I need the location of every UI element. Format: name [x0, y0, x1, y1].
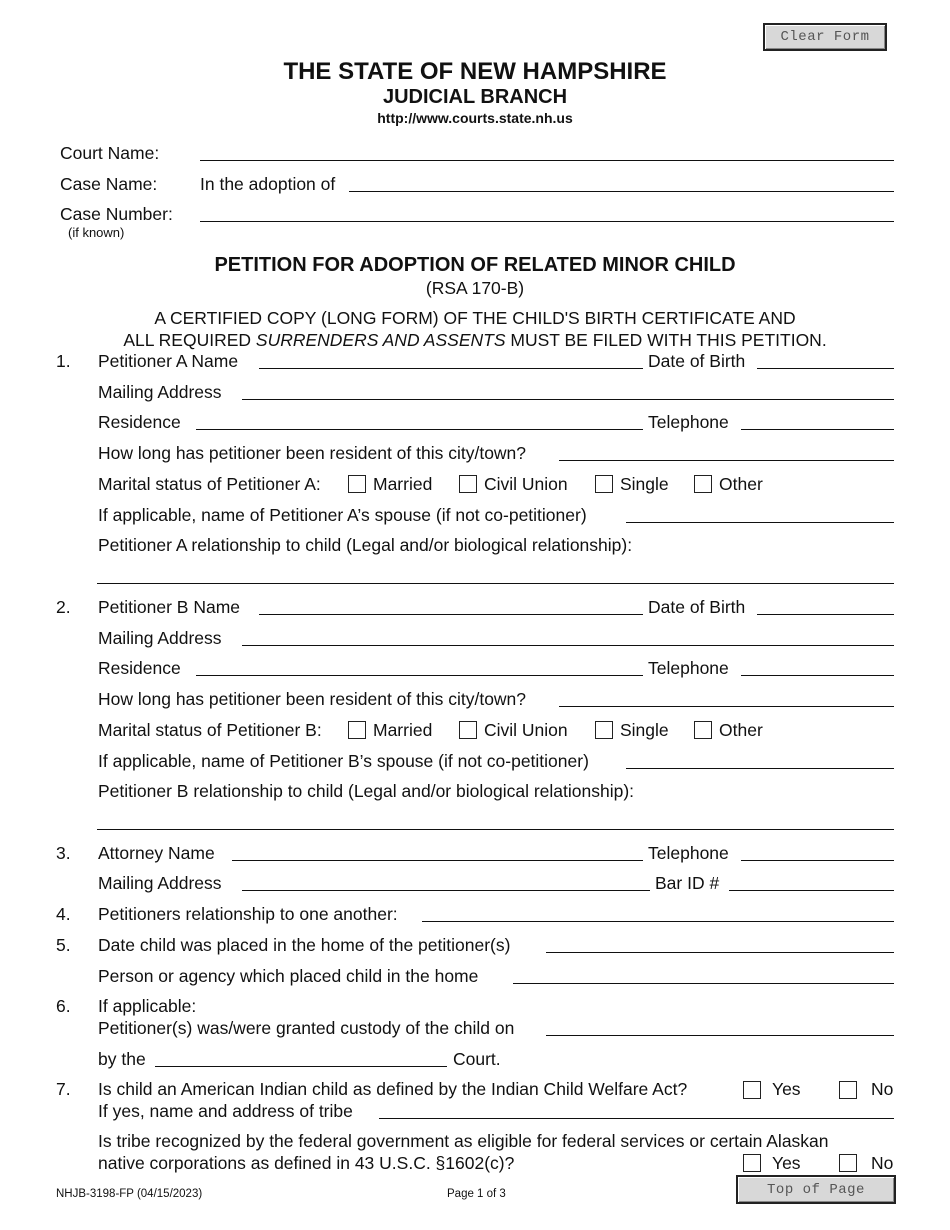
petitioner-b-name-field[interactable]: [259, 614, 643, 615]
form-title: PETITION FOR ADOPTION OF RELATED MINOR CHILD: [214, 254, 736, 276]
tribe-recognized-question-line-2: native corporations as defined in 43 U.S.C. §1602(c)?: [98, 1153, 515, 1173]
notice-line-1: A CERTIFIED COPY (LONG FORM) OF THE CHILD'S BIRTH CERTIFICATE AND: [154, 308, 796, 328]
if-known-note: (if known): [68, 225, 125, 240]
case-number-field[interactable]: [200, 221, 894, 222]
petitioner-a-name-field[interactable]: [259, 368, 643, 369]
petitioner-b-telephone-label: Telephone: [648, 658, 729, 678]
petitioner-a-married-label: Married: [373, 474, 433, 494]
petitioner-a-single-checkbox[interactable]: [595, 475, 613, 493]
court-name-label: Court Name:: [60, 143, 160, 163]
top-of-page-button[interactable]: Top of Page: [736, 1175, 896, 1204]
petitioner-b-civil-union-label: Civil Union: [484, 720, 568, 740]
petitioner-a-dob-label: Date of Birth: [648, 351, 746, 371]
clear-form-button[interactable]: Clear Form: [763, 23, 887, 51]
tribe-recognized-question-line-1: Is tribe recognized by the federal government as eligible for federal services or certain Alaskan: [98, 1131, 829, 1151]
notice-line-2: ALL REQUIRED SURRENDERS AND ASSENTS MUST BE FILED WITH THIS PETITION.: [123, 330, 827, 350]
petitioner-a-relationship-field[interactable]: [97, 583, 894, 584]
item-number-3: 3.: [56, 843, 71, 863]
court-name-field[interactable]: [200, 160, 894, 161]
tribe-field[interactable]: [379, 1118, 894, 1119]
petitioner-a-civil-union-checkbox[interactable]: [459, 475, 477, 493]
custody-date-field[interactable]: [546, 1035, 894, 1036]
tribe-recognized-no-label: No: [871, 1153, 894, 1173]
petitioner-b-married-label: Married: [373, 720, 433, 740]
petitioner-a-mailing-field[interactable]: [242, 399, 894, 400]
petitioner-b-spouse-field[interactable]: [626, 768, 894, 769]
if-applicable-label: If applicable:: [98, 996, 197, 1016]
petitioner-b-telephone-field[interactable]: [741, 675, 894, 676]
tribe-recognized-yes-checkbox[interactable]: [743, 1154, 761, 1172]
petitioner-b-residence-label: Residence: [98, 658, 181, 678]
petitioner-a-single-label: Single: [620, 474, 669, 494]
court-label: Court.: [453, 1049, 501, 1069]
item-number-1: 1.: [56, 351, 71, 371]
petitioner-b-civil-union-checkbox[interactable]: [459, 721, 477, 739]
indian-child-no-checkbox[interactable]: [839, 1081, 857, 1099]
item-number-7: 7.: [56, 1079, 71, 1099]
form-statute: (RSA 170-B): [425, 278, 525, 298]
petitioner-a-mailing-label: Mailing Address: [98, 382, 222, 402]
item-number-2: 2.: [56, 597, 71, 617]
case-name-label: Case Name:: [60, 174, 158, 194]
petitioner-a-marital-label: Marital status of Petitioner A:: [98, 474, 321, 494]
placement-date-label: Date child was placed in the home of the petitioner(s): [98, 935, 511, 955]
attorney-mailing-label: Mailing Address: [98, 873, 222, 893]
petitioner-a-relationship-label: Petitioner A relationship to child (Legal and/or biological relationship):: [98, 535, 633, 555]
attorney-name-field[interactable]: [232, 860, 643, 861]
attorney-telephone-field[interactable]: [741, 860, 894, 861]
petitioners-relationship-field[interactable]: [422, 921, 894, 922]
petitioner-a-spouse-label: If applicable, name of Petitioner A’s spouse (if not co-petitioner): [98, 505, 587, 525]
branch-heading: JUDICIAL BRANCH: [382, 86, 568, 108]
petitioner-a-spouse-field[interactable]: [626, 522, 894, 523]
petitioner-b-relationship-field[interactable]: [97, 829, 894, 830]
custody-date-label: Petitioner(s) was/were granted custody of the child on: [98, 1018, 515, 1038]
case-name-prefix: In the adoption of: [200, 174, 336, 194]
petitioners-relationship-label: Petitioners relationship to one another:: [98, 904, 398, 924]
petitioner-a-residence-label: Residence: [98, 412, 181, 432]
tribe-recognized-yes-label: Yes: [772, 1153, 801, 1173]
attorney-telephone-label: Telephone: [648, 843, 729, 863]
indian-child-no-label: No: [871, 1079, 894, 1099]
placed-by-label: Person or agency which placed child in the home: [98, 966, 479, 986]
court-url: http://www.courts.state.nh.us: [377, 110, 573, 126]
petitioner-a-resident-field[interactable]: [559, 460, 894, 461]
form-id: NHJB-3198-FP (04/15/2023): [56, 1188, 203, 1200]
petitioner-b-dob-field[interactable]: [757, 614, 894, 615]
attorney-name-label: Attorney Name: [98, 843, 215, 863]
petitioner-a-dob-field[interactable]: [757, 368, 894, 369]
petitioner-b-other-label: Other: [719, 720, 763, 740]
placed-by-field[interactable]: [513, 983, 894, 984]
page-number: Page 1 of 3: [447, 1188, 506, 1200]
petitioner-b-marital-label: Marital status of Petitioner B:: [98, 720, 322, 740]
item-number-6: 6.: [56, 996, 71, 1016]
case-name-field[interactable]: [349, 191, 894, 192]
petitioner-b-married-checkbox[interactable]: [348, 721, 366, 739]
petitioner-a-residence-field[interactable]: [196, 429, 643, 430]
petitioner-b-residence-field[interactable]: [196, 675, 643, 676]
attorney-mailing-field[interactable]: [242, 890, 650, 891]
item-number-4: 4.: [56, 904, 71, 924]
petitioner-b-resident-label: How long has petitioner been resident of this city/town?: [98, 689, 527, 709]
petitioner-b-single-label: Single: [620, 720, 669, 740]
petitioner-a-civil-union-label: Civil Union: [484, 474, 568, 494]
placement-date-field[interactable]: [546, 952, 894, 953]
custody-court-field[interactable]: [155, 1066, 447, 1067]
petitioner-a-telephone-field[interactable]: [741, 429, 894, 430]
petitioner-b-relationship-label: Petitioner B relationship to child (Legal and/or biological relationship):: [98, 781, 635, 801]
petitioner-a-resident-label: How long has petitioner been resident of this city/town?: [98, 443, 527, 463]
state-heading: THE STATE OF NEW HAMPSHIRE: [283, 58, 667, 85]
petitioner-b-single-checkbox[interactable]: [595, 721, 613, 739]
petitioner-b-spouse-label: If applicable, name of Petitioner B’s spouse (if not co-petitioner): [98, 751, 589, 771]
petitioner-a-telephone-label: Telephone: [648, 412, 729, 432]
item-number-5: 5.: [56, 935, 71, 955]
petitioner-b-other-checkbox[interactable]: [694, 721, 712, 739]
indian-child-yes-checkbox[interactable]: [743, 1081, 761, 1099]
petitioner-a-other-label: Other: [719, 474, 763, 494]
indian-child-question: Is child an American Indian child as defined by the Indian Child Welfare Act?: [98, 1079, 688, 1099]
petitioner-b-dob-label: Date of Birth: [648, 597, 746, 617]
petitioner-b-mailing-label: Mailing Address: [98, 628, 222, 648]
petitioner-a-married-checkbox[interactable]: [348, 475, 366, 493]
tribe-label: If yes, name and address of tribe: [98, 1101, 353, 1121]
case-number-label: Case Number:: [60, 204, 173, 224]
tribe-recognized-no-checkbox[interactable]: [839, 1154, 857, 1172]
petitioner-a-name-label: Petitioner A Name: [98, 351, 239, 371]
attorney-bar-label: Bar ID #: [655, 873, 720, 893]
petitioner-b-mailing-field[interactable]: [242, 645, 894, 646]
indian-child-yes-label: Yes: [772, 1079, 801, 1099]
petitioner-b-resident-field[interactable]: [559, 706, 894, 707]
petitioner-b-name-label: Petitioner B Name: [98, 597, 241, 617]
petitioner-a-other-checkbox[interactable]: [694, 475, 712, 493]
by-the-label: by the: [98, 1049, 146, 1069]
attorney-bar-field[interactable]: [729, 890, 894, 891]
